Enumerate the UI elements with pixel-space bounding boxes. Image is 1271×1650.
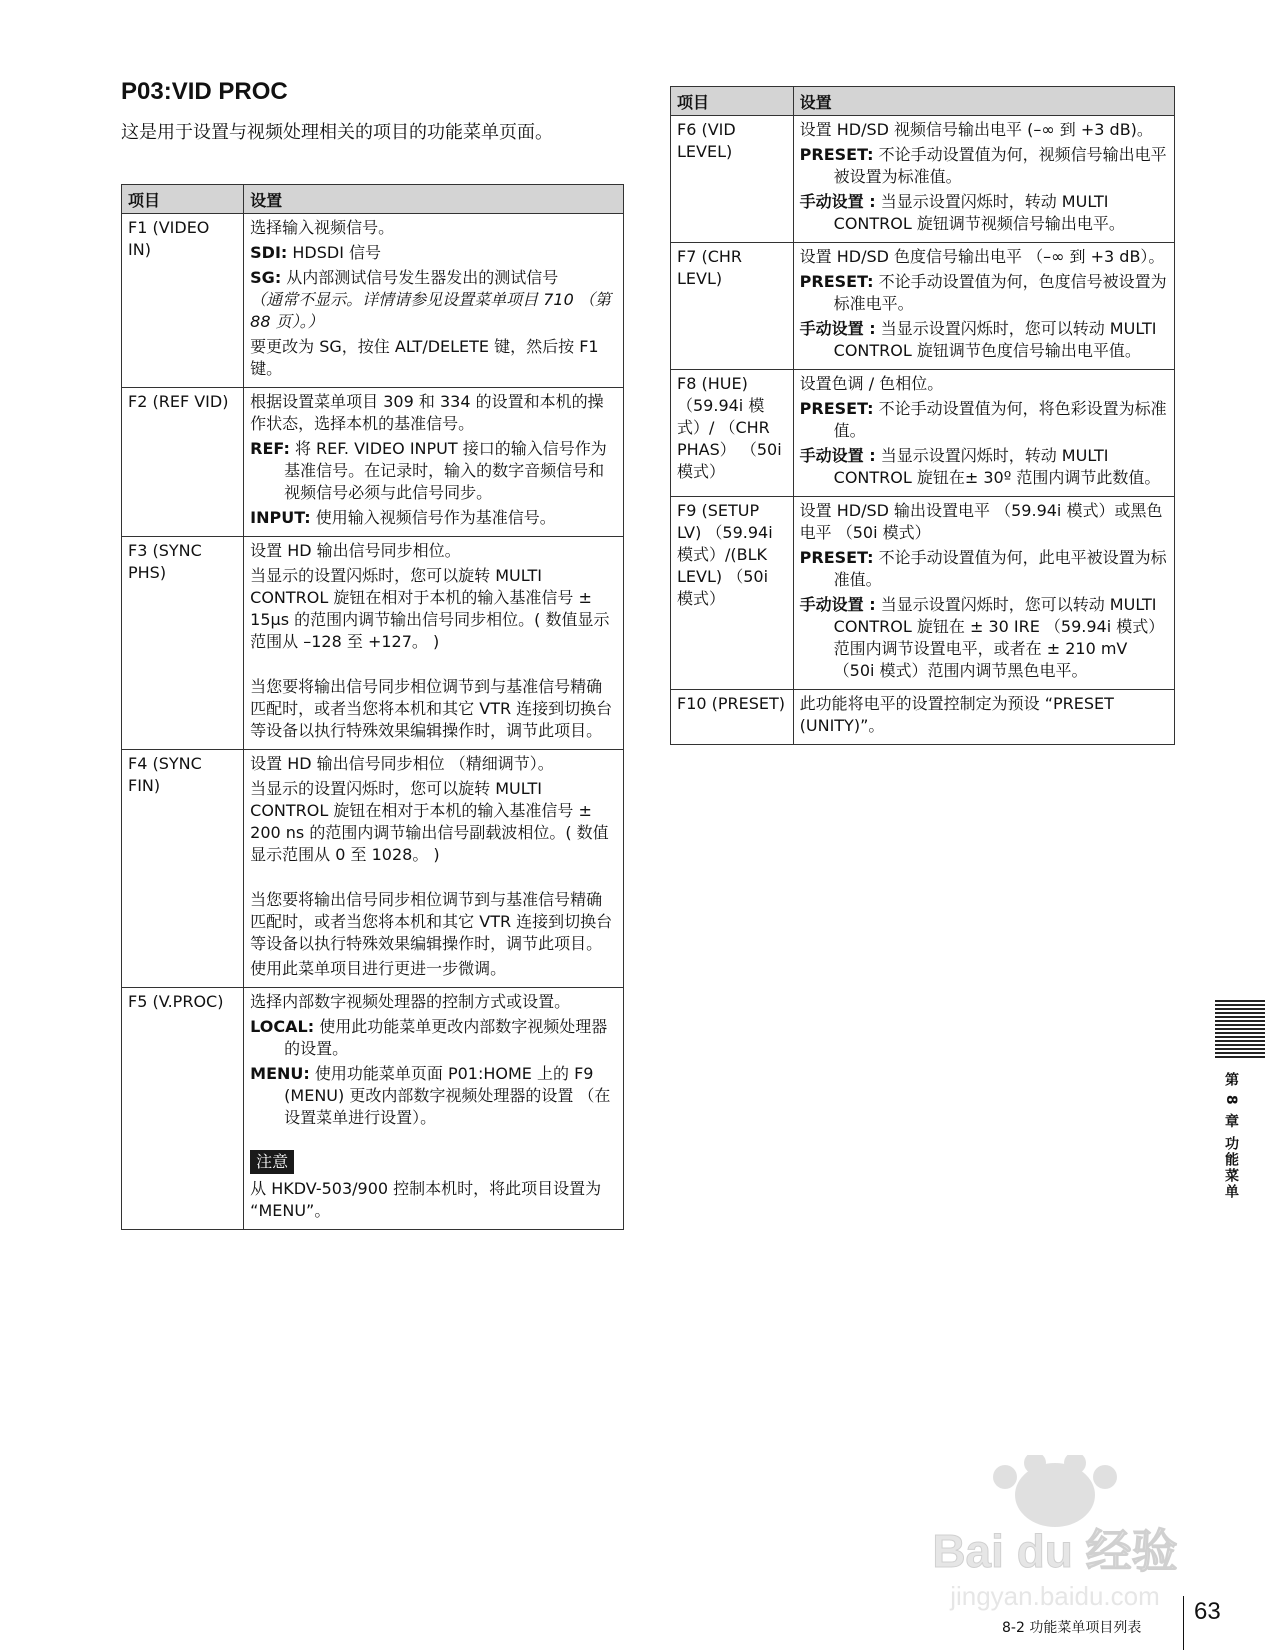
setting-cell — [244, 388, 624, 537]
setting-text: 当显示的设置闪烁时，您可以旋转 MULTI CONTROL 旋钮在相对于本机的输入基准信号 ± 15μs 的范围内调节输出信号同步相位。( 数值显示范围从 –128 至 +127。 ) — [250, 566, 610, 651]
option-input: INPUT: 使用输入视频信号作为基准信号。 — [250, 508, 556, 527]
setting-cell — [244, 214, 624, 388]
item-cell: F7 (CHR LEVL) — [671, 243, 794, 370]
note-label: 注意 — [250, 1150, 294, 1174]
table-row-f8 — [671, 370, 1175, 497]
table-row-f4 — [122, 750, 624, 988]
item-cell: F2 (REF VID) — [122, 388, 244, 537]
chapter-tab-label: 第 8 章 功能菜单 — [1223, 1072, 1239, 1201]
setting-text: 当您要将输出信号同步相位调节到与基准信号精确匹配时，或者当您将本机和其它 VTR 连接到切换台等设备以执行特殊效果编辑操作时，调节此项目。 — [250, 677, 613, 740]
option-manual: 手动设置 : 当显示设置闪烁时，转动 MULTI CONTROL 旋钮在± 30º 范围内调节此数值。 — [799, 446, 1161, 487]
setting-text: 根据设置菜单项目 309 和 334 的设置和本机的操作状态，选择本机的基准信号。 — [250, 392, 604, 433]
setting-text: 设置 HD/SD 视频信号输出电平 (–∞ 到 +3 dB)。 — [799, 120, 1153, 139]
setting-cell — [793, 690, 1174, 745]
page-title: P03:VID PROC — [121, 78, 288, 105]
sg-note: （通常不显示。详情请参见设置菜单项目 710 （第 88 页）。） — [250, 290, 611, 331]
option-preset: PRESET: 不论手动设置值为何，将色彩设置为标准值。 — [799, 399, 1167, 440]
item-cell: F8 (HUE) （59.94i 模式）/ （CHR PHAS） （50i 模式） — [671, 370, 794, 497]
option-manual: 手动设置 : 当显示设置闪烁时，您可以转动 MULTI CONTROL 旋钮调节色度信号输出电平值。 — [799, 319, 1157, 360]
item-cell: F3 (SYNC PHS) — [122, 537, 244, 750]
table-header — [671, 87, 1175, 116]
setting-text: 选择内部数字视频处理器的控制方式或设置。 — [250, 992, 571, 1011]
left-menu-table — [121, 184, 624, 1230]
option-preset: PRESET: 不论手动设置值为何，色度信号被设置为标准电平。 — [799, 272, 1167, 313]
table-row-f2 — [122, 388, 624, 537]
setting-text: 当显示的设置闪烁时，您可以旋转 MULTI CONTROL 旋钮在相对于本机的输入基准信号 ± 200 ns 的范围内调节输出信号副载波相位。( 数值显示范围从 0 至 1028。 ) — [250, 779, 609, 864]
watermark-url: jingyan.baidu.com — [950, 1581, 1160, 1611]
table-row-f7 — [671, 243, 1175, 370]
setting-cell — [793, 243, 1174, 370]
setting-text: 此功能将电平的设置控制定为预设 “PRESET (UNITY)”。 — [799, 694, 1114, 735]
setting-text: 设置 HD 输出信号同步相位 （精细调节）。 — [250, 754, 554, 773]
watermark-brand: Bai du 经验 — [932, 1525, 1178, 1577]
setting-cell — [244, 750, 624, 988]
table-header — [122, 185, 624, 214]
option-preset: PRESET: 不论手动设置值为何，视频信号输出电平被设置为标准值。 — [799, 145, 1167, 186]
option-preset: PRESET: 不论手动设置值为何，此电平被设置为标准值。 — [799, 548, 1167, 589]
header-item: 项目 — [122, 185, 244, 214]
paw-logo-icon — [993, 1455, 1117, 1527]
option-ref: REF: 将 REF. VIDEO INPUT 接口的输入信号作为基准信号。在记录时，输入的数字音频信号和视频信号必须与此信号同步。 — [250, 439, 607, 502]
setting-text: 使用此菜单项目进行更进一步微调。 — [250, 959, 507, 978]
item-cell: F6 (VID LEVEL) — [671, 116, 794, 243]
table-row-f3 — [122, 537, 624, 750]
item-cell: F4 (SYNC FIN) — [122, 750, 244, 988]
option-menu: MENU: 使用功能菜单页面 P01:HOME 上的 F9 (MENU) 更改内部数字视频处理器的设置 （在设置菜单进行设置）。 — [250, 1064, 611, 1127]
header-setting: 设置 — [244, 185, 624, 214]
intro-text: 这是用于设置与视频处理相关的项目的功能菜单页面。 — [121, 122, 553, 143]
table-row-f9 — [671, 497, 1175, 690]
setting-text: 当您要将输出信号同步相位调节到与基准信号精确匹配时，或者当您将本机和其它 VTR 连接到切换台等设备以执行特殊效果编辑操作时，调节此项目。 — [250, 890, 613, 953]
setting-cell — [244, 988, 624, 1230]
setting-cell — [244, 537, 624, 750]
table-row-f1 — [122, 214, 624, 388]
option-manual: 手动设置 : 当显示设置闪烁时，转动 MULTI CONTROL 旋钮调节视频信号输出电平。 — [799, 192, 1125, 233]
header-setting: 设置 — [793, 87, 1174, 116]
chapter-tab-stripes — [1215, 1000, 1265, 1058]
page-number: 63 — [1194, 1598, 1221, 1625]
note-text: 从 HKDV-503/900 控制本机时，将此项目设置为 “MENU”。 — [250, 1179, 602, 1220]
footer-divider — [1183, 1596, 1184, 1650]
item-cell: F1 (VIDEO IN) — [122, 214, 244, 388]
option-manual: 手动设置 : 当显示设置闪烁时，您可以转动 MULTI CONTROL 旋钮在 ± 30 IRE （59.94i 模式）范围内调节设置电平，或者在 ± 210 mV （50i 模式）范围内调节黑色电平。 — [799, 595, 1165, 680]
setting-text: 选择输入视频信号。 — [250, 218, 395, 237]
option-sdi: SDI: HDSDI 信号 — [250, 243, 382, 262]
setting-text: 设置色调 / 色相位。 — [799, 374, 944, 393]
option-sg: SG: 从内部测试信号发生器发出的测试信号 — [250, 268, 559, 287]
baidu-watermark — [905, 1455, 1205, 1615]
item-cell: F10 (PRESET) — [671, 690, 794, 745]
setting-text: 设置 HD/SD 输出设置电平 （59.94i 模式）或黑色电平 （50i 模式） — [799, 501, 1163, 542]
setting-cell — [793, 497, 1174, 690]
footer-section: 8-2 功能菜单项目列表 — [1002, 1620, 1142, 1636]
table-row-f6 — [671, 116, 1175, 243]
table-row-f10 — [671, 690, 1175, 745]
setting-cell — [793, 116, 1174, 243]
item-cell: F9 (SETUP LV) （59.94i 模式）/(BLK LEVL) （50i 模式） — [671, 497, 794, 690]
item-cell: F5 (V.PROC) — [122, 988, 244, 1230]
setting-cell — [793, 370, 1174, 497]
table-row-f5 — [122, 988, 624, 1230]
right-menu-table — [670, 86, 1175, 745]
setting-text: 设置 HD 输出信号同步相位。 — [250, 541, 461, 560]
setting-text: 设置 HD/SD 色度信号输出电平 （–∞ 到 +3 dB）。 — [799, 247, 1165, 266]
setting-text: 要更改为 SG，按住 ALT/DELETE 键，然后按 F1 键。 — [250, 337, 599, 378]
header-item: 项目 — [671, 87, 794, 116]
option-local: LOCAL: 使用此功能菜单更改内部数字视频处理器的设置。 — [250, 1017, 608, 1058]
